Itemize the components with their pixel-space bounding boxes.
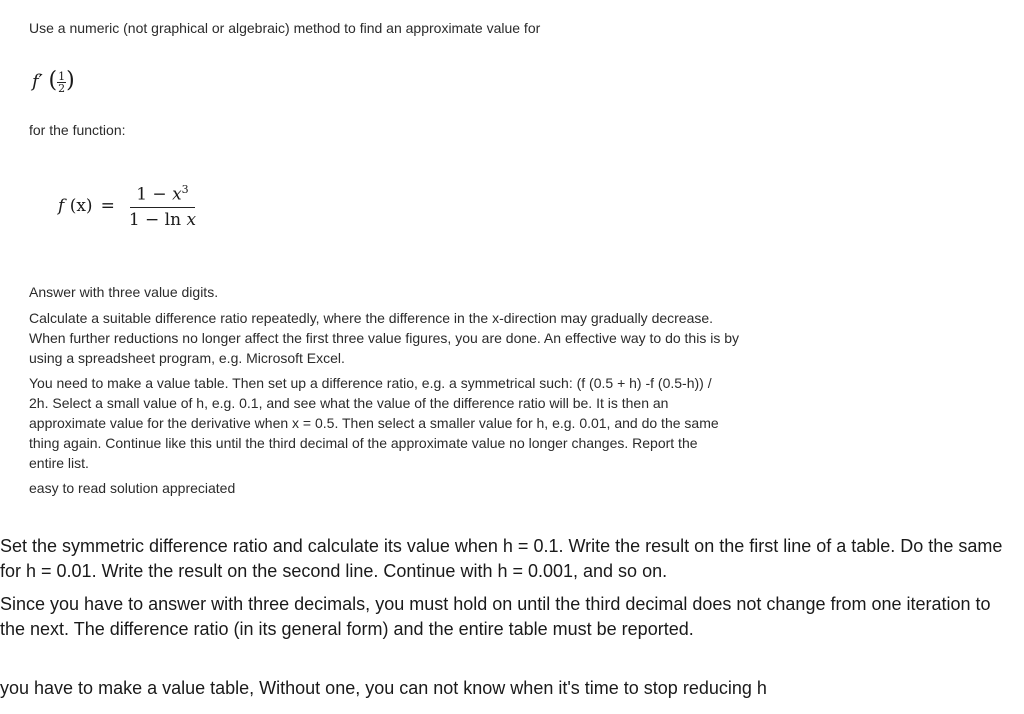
derivative-argument-fraction (57, 71, 66, 94)
instruction-paragraph-1: Calculate a suitable difference ratio repeatedly, where the difference in the x-direction may gradually decrease. When further reductions no longer affect the first three value figures, you are done. An effective way to do this is by using a spreadsheet program, e.g. Microsoft Excel. (29, 310, 739, 366)
instruction-paragraph-2: You need to make a value table. Then set up a difference ratio, e.g. a symmetrical such: (f (0.5 + h) -f (0.5-h)) / 2h. Select a small value of h, e.g. 0.1, and see what the value of the difference ratio will be. It is then an approximate value for the derivative when x = 0.5. Then select a smaller value for h, e.g. 0.01, and do the same thing again. Continue like this until the third decimal of the approximate value no longer changes. Report the entire list. (29, 375, 719, 471)
function-argument: (x) (69, 196, 93, 217)
function-formula (58, 183, 202, 230)
response-paragraph-2: Since you have to answer with three decimals, you must hold on until the third decimal does not change from one iteration to the next. The difference ratio (in its general form) and the entire table must be reported. (0, 594, 991, 639)
question-intro: Use a numeric (not graphical or algebraic) method to find an approximate value for (29, 20, 541, 36)
function-lhs (58, 196, 93, 216)
function-fraction (123, 183, 202, 230)
derivative-arg-numerator: 1 (58, 69, 66, 83)
equals-sign: = (100, 196, 115, 217)
question-note: easy to read solution appreciated (29, 480, 236, 496)
numerator-exponent: 3 (181, 183, 189, 196)
derivative-arg-denominator: 2 (58, 81, 66, 95)
derivative-symbol: f′ (32, 71, 43, 92)
response-paragraph-1: Set the symmetric difference ratio and calculate its value when h = 0.1. Write the result on the first line of a table. Do the same for h = 0.01. Write the result on the second line. Continue with h = 0.001, and so on. (0, 536, 1003, 581)
function-name: f (58, 196, 65, 217)
answer-instruction: Answer with three value digits. (29, 284, 219, 300)
function-denominator: 1 − ln x (128, 209, 197, 230)
derivative-expression: f′ ( $\frac{1}{2}$ ) (32, 68, 75, 95)
function-numerator: $1 - x^3$ (130, 183, 194, 208)
response-paragraph-3: you have to make a value table, Without one, you can not know when it's time to stop reducing h (0, 678, 767, 698)
for-function-label: for the function: (29, 122, 126, 138)
